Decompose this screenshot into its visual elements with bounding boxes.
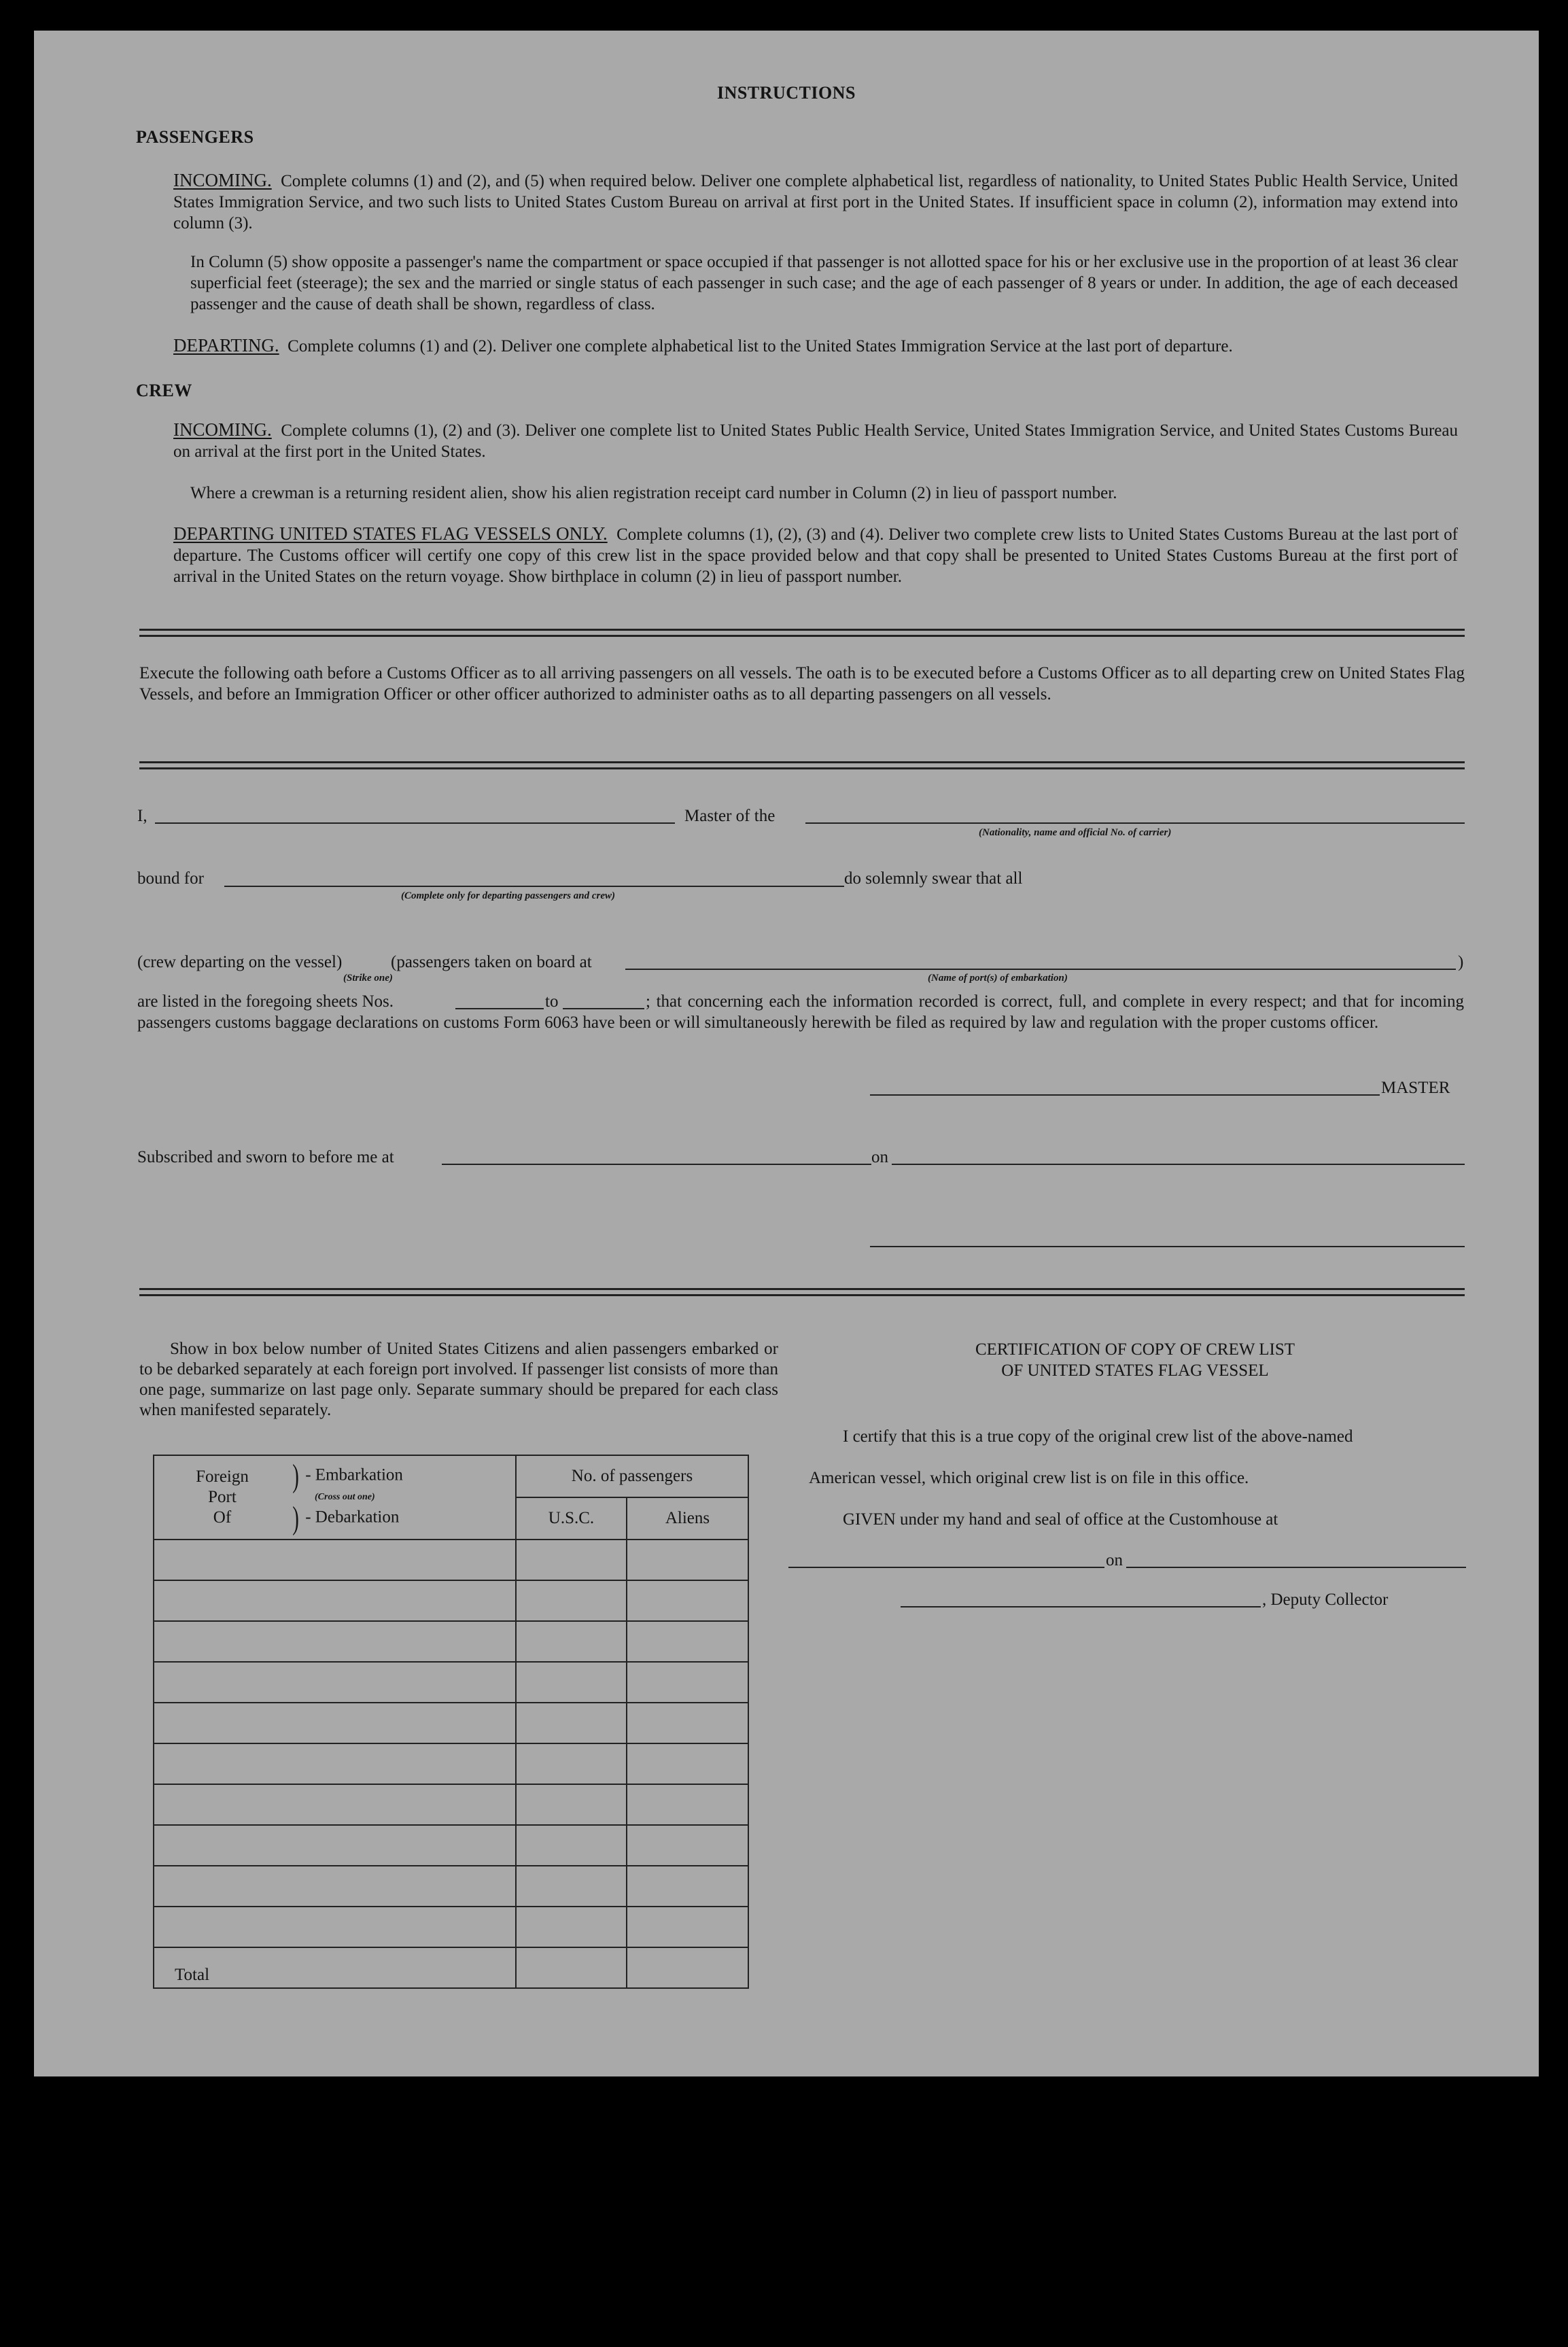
- passenger-summary-table: [153, 1455, 749, 1989]
- embarkation-option[interactable]: - Embarkation: [305, 1465, 403, 1484]
- port-cell[interactable]: [154, 1743, 516, 1784]
- master-of-the-label: Master of the: [684, 807, 776, 825]
- crew-departing-text: Complete columns (1), (2), (3) and (4). Deliver two complete crew lists to United States Customs Bureau at the last port of departure. The Customs officer will certify one copy of this crew list in the space provided below and that copy shall be presented to United States Customs Bureau at the first port of arrival in the United States on the return voyage. Show birthplace in column (2) in lieu of passport number.: [173, 525, 1458, 586]
- port-cell[interactable]: [154, 1703, 516, 1743]
- passengers-taken-option[interactable]: (passengers taken on board at: [391, 953, 592, 971]
- listed-prefix: are listed in the foregoing sheets Nos.: [137, 992, 394, 1011]
- port-cell[interactable]: [154, 1621, 516, 1662]
- embarkation-port-field[interactable]: [625, 969, 1456, 970]
- crew-heading: CREW: [136, 381, 192, 400]
- port-cell[interactable]: [154, 1662, 516, 1703]
- passengers-departing: [173, 335, 1458, 357]
- carrier-caption: (Nationality, name and official No. of carrier): [979, 827, 1172, 838]
- crew-departing-label: DEPARTING UNITED STATES FLAG VESSELS ONLY.: [173, 523, 608, 544]
- bound-for-caption: (Complete only for departing passengers and crew): [401, 890, 615, 901]
- certification-line3: GIVEN under my hand and seal of office at the Customhouse at: [843, 1510, 1278, 1529]
- of-label: Of: [213, 1508, 232, 1527]
- aliens-cell[interactable]: [627, 1662, 748, 1703]
- passengers-heading: PASSENGERS: [136, 127, 254, 147]
- aliens-cell[interactable]: [627, 1703, 748, 1743]
- to-label: to: [545, 992, 559, 1011]
- table-row: [154, 1662, 748, 1703]
- usc-header: U.S.C.: [516, 1497, 627, 1540]
- table-row: [154, 1825, 748, 1866]
- listed-rest: that for incoming passengers customs baggage declarations on customs Form 6063 have been or will simultaneously herewith be filed as required by law and regulation with the proper customs officer.: [137, 992, 1465, 1032]
- usc-cell[interactable]: [516, 1621, 627, 1662]
- debarkation-option[interactable]: - Debarkation: [305, 1508, 400, 1527]
- port-cell[interactable]: [154, 1580, 516, 1621]
- table-row: [154, 1866, 748, 1907]
- port-caption: (Name of port(s) of embarkation): [928, 973, 1068, 984]
- usc-cell[interactable]: [516, 1743, 627, 1784]
- aliens-cell[interactable]: [627, 1743, 748, 1784]
- passengers-incoming-text: Complete columns (1) and (2), and (5) when required below. Deliver one complete alphabetical list, regardless of nationality, to United States Public Health Service, United States Immigration Service, and two such lists to United States Custom Bureau on arrival at first port in the United States. If insufficient space in column (2), information may extend into column (3).: [173, 172, 1459, 232]
- foreign-label: Foreign: [196, 1467, 249, 1486]
- page-title: INSTRUCTIONS: [717, 83, 856, 103]
- port-cell[interactable]: [154, 1907, 516, 1947]
- aliens-cell[interactable]: [627, 1866, 748, 1907]
- divider-2: [139, 761, 1465, 769]
- cross-out-caption: (Cross out one): [315, 1492, 375, 1502]
- crew-departing-option[interactable]: (crew departing on the vessel): [137, 953, 343, 971]
- usc-cell[interactable]: [516, 1825, 627, 1866]
- master-signature-field[interactable]: [870, 1094, 1380, 1096]
- total-label: Total: [154, 1947, 516, 1988]
- crew-incoming-label: INCOMING.: [173, 419, 272, 440]
- form-sheet: [34, 31, 1539, 2076]
- certification-on-label: on: [1106, 1551, 1123, 1569]
- foreign-port-header: Foreign Port Of ) - Embarkation (Cross out one) ) - Debarkation: [154, 1455, 516, 1540]
- table-row: [154, 1743, 748, 1784]
- aliens-cell[interactable]: [627, 1907, 748, 1947]
- crew-departing: [173, 523, 1458, 587]
- table-row: [154, 1907, 748, 1947]
- aliens-total-cell[interactable]: [627, 1947, 748, 1988]
- master-label: MASTER: [1381, 1079, 1450, 1097]
- usc-cell[interactable]: [516, 1540, 627, 1580]
- passengers-incoming: [173, 170, 1458, 234]
- aliens-header: Aliens: [627, 1497, 748, 1540]
- divider-3: [139, 1288, 1465, 1296]
- divider-1: [139, 629, 1465, 637]
- usc-cell[interactable]: [516, 1907, 627, 1947]
- table-row: [154, 1784, 748, 1825]
- bound-for-label: bound for: [137, 869, 204, 888]
- port-cell[interactable]: [154, 1825, 516, 1866]
- aliens-cell[interactable]: [627, 1784, 748, 1825]
- strike-one-caption: (Strike one): [343, 973, 393, 984]
- deputy-collector-label: , Deputy Collector: [1262, 1590, 1389, 1609]
- total-row: [154, 1947, 748, 1988]
- passengers-departing-text: Complete columns (1) and (2). Deliver one complete alphabetical list to the United States Immigration Service at the last port of departure.: [288, 337, 1233, 355]
- passengers-column5: In Column (5) show opposite a passenger's name the compartment or space occupied if that passenger is not allotted space for his or her exclusive use in the proportion of at least 36 clear superficial feet (steerage); the sex and the married or single status of each passenger in such case; and the age of each passenger of 8 years or under. In addition, the age of each deceased passenger and the cause of death shall be shown, regardless of class.: [190, 253, 1458, 313]
- crew-incoming: [173, 419, 1458, 462]
- customhouse-field[interactable]: [788, 1567, 1104, 1568]
- table-row: [154, 1621, 748, 1662]
- swear-text: do solemnly swear that all: [844, 869, 1023, 888]
- port-cell[interactable]: [154, 1784, 516, 1825]
- subscribed-on-label: on: [871, 1148, 888, 1166]
- sworn-date-field[interactable]: [892, 1164, 1465, 1165]
- table-row: [154, 1703, 748, 1743]
- certification-line1: I certify that this is a true copy of the original crew list of the above-named: [843, 1427, 1353, 1446]
- port-label: Port: [208, 1488, 237, 1506]
- certification-title-line2: OF UNITED STATES FLAG VESSEL: [1001, 1361, 1269, 1380]
- summary-intro: Show in box below number of United States Citizens and alien passengers embarked or to be debarked separately at each foreign port involved. If passenger list consists of more than one page, summarize on last page only. Separate summary should be prepared for each class when manifested separately.: [139, 1340, 778, 1419]
- table-row: [154, 1580, 748, 1621]
- sworn-place-field[interactable]: [442, 1164, 871, 1165]
- officer-signature-field[interactable]: [870, 1246, 1465, 1247]
- no-of-passengers-header: No. of passengers: [516, 1455, 748, 1497]
- deputy-signature-field[interactable]: [901, 1606, 1261, 1607]
- oath-intro: Execute the following oath before a Customs Officer as to all arriving passengers on all vessels. The oath is to be executed before a Customs Officer as to all departing crew on United States Flag Vessels, and before an Immigration Officer or other officer authorized to administer oaths as to all departing passengers on all vessels.: [139, 664, 1465, 703]
- passengers-departing-label: DEPARTING.: [173, 335, 279, 355]
- aliens-cell[interactable]: [627, 1580, 748, 1621]
- oath-i-label: I,: [137, 807, 147, 825]
- certification-line2: American vessel, which original crew list is on file in this office.: [809, 1469, 1249, 1487]
- listed-suffix: ; that concerning each the information recorded is correct, full, and complete in every respect; and: [646, 992, 1337, 1011]
- usc-cell[interactable]: [516, 1703, 627, 1743]
- listed-text: [137, 991, 1464, 1033]
- crew-resident-alien: Where a crewman is a returning resident alien, show his alien registration receipt card number in Column (2) in lieu of passport number.: [190, 484, 1117, 502]
- certification-date-field[interactable]: [1126, 1567, 1466, 1568]
- certification-title: [816, 1339, 1454, 1381]
- usc-total-cell[interactable]: [516, 1947, 627, 1988]
- aliens-cell[interactable]: [627, 1540, 748, 1580]
- port-cell[interactable]: [154, 1540, 516, 1580]
- master-name-field[interactable]: [155, 822, 675, 824]
- subscribed-label: Subscribed and sworn to before me at: [137, 1148, 394, 1166]
- usc-cell[interactable]: [516, 1580, 627, 1621]
- summary-header-row: [154, 1455, 748, 1497]
- certification-title-line1: CERTIFICATION OF COPY OF CREW LIST: [975, 1340, 1295, 1359]
- close-paren: ): [1458, 953, 1464, 971]
- bound-for-field[interactable]: [224, 886, 844, 887]
- passengers-incoming-label: INCOMING.: [173, 170, 272, 190]
- aliens-cell[interactable]: [627, 1825, 748, 1866]
- crew-incoming-text: Complete columns (1), (2) and (3). Deliver one complete list to United States Public Health Service, United States Immigration Service, and United States Customs Bureau on arrival at the first port in the United States.: [173, 421, 1458, 461]
- aliens-cell[interactable]: [627, 1621, 748, 1662]
- usc-cell[interactable]: [516, 1784, 627, 1825]
- usc-cell[interactable]: [516, 1866, 627, 1907]
- usc-cell[interactable]: [516, 1662, 627, 1703]
- table-row: [154, 1540, 748, 1580]
- port-cell[interactable]: [154, 1866, 516, 1907]
- carrier-field[interactable]: [805, 822, 1465, 824]
